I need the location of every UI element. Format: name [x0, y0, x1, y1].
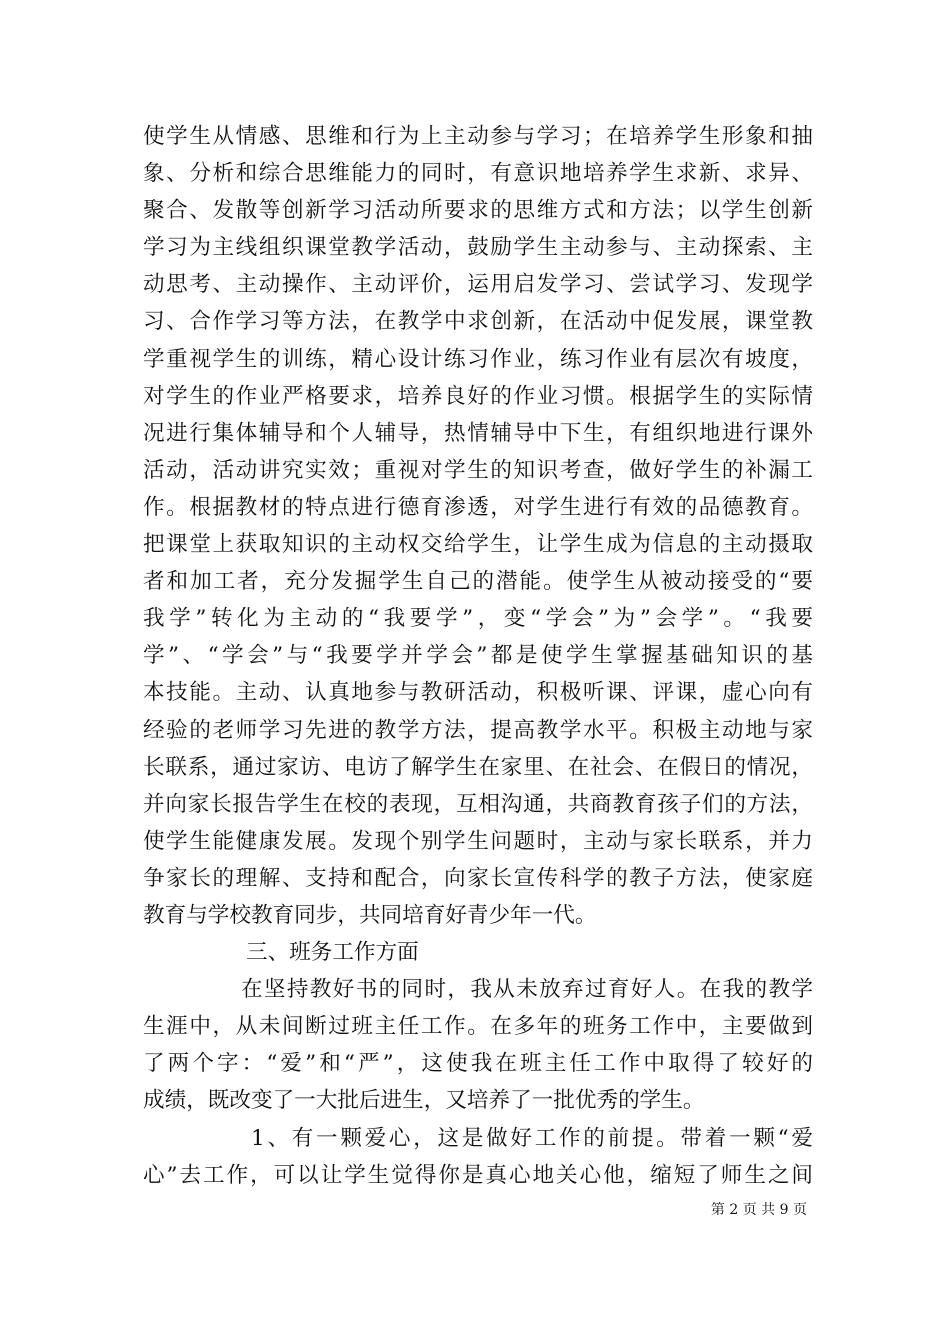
text-line: 长联系，通过家访、电访了解学生在家里、在社会、在假日的情况，: [143, 754, 813, 780]
text-line: 况进行集体辅导和个人辅导，热情辅导中下生，有组织地进行课外: [143, 420, 813, 446]
text-line: 把课堂上获取知识的主动权交给学生，让学生成为信息的主动摄取: [143, 532, 813, 558]
text-line: 教育与学校教育同步，共同培育好青少年一代。: [143, 902, 597, 928]
text-line: 成绩，既改变了一大批后进生，又培养了一批优秀的学生。: [143, 1088, 705, 1114]
text-line: 生涯中，从未间断过班主任工作。在多年的班务工作中，主要做到: [143, 1014, 813, 1040]
text-line: 作。根据教材的特点进行德育渗透，对学生进行有效的品德教育。: [143, 494, 813, 520]
document-body: [143, 118, 813, 1194]
text-line: 本技能。主动、认真地参与教研活动，积极听课、评课，虚心向有: [143, 680, 813, 706]
text-line: 象、分析和综合思维能力的同时，有意识地培养学生求新、求异、: [143, 161, 813, 187]
text-line: 心”去工作，可以让学生觉得你是真心地关心他，缩短了师生之间: [143, 1162, 813, 1188]
text-line: 习、合作学习等方法，在教学中求创新，在活动中促发展，课堂教: [143, 309, 813, 335]
text-line: 在坚持教好书的同时，我从未放弃过育好人。在我的教学: [241, 977, 813, 1003]
text-line: 了两个字：“爱”和“严”，这使我在班主任工作中取得了较好的: [143, 1051, 813, 1077]
list-item-line: 1、有一颗爱心，这是做好工作的前提。带着一颗“爱: [251, 1125, 813, 1151]
text-line: 经验的老师学习先进的教学方法，提高教学水平。积极主动地与家: [143, 717, 813, 743]
section-heading: 三、班务工作方面: [246, 940, 419, 966]
text-line: 聚合、发散等创新学习活动所要求的思维方式和方法；以学生创新: [143, 198, 813, 224]
text-line: 争家长的理解、支持和配合，向家长宣传科学的教子方法，使家庭: [143, 865, 813, 891]
text-line: 学”、“学会”与“我要学并学会”都是使学生掌握基础知识的基: [143, 643, 813, 669]
text-line: 学重视学生的训练，精心设计练习作业，练习作业有层次有坡度，: [143, 346, 813, 372]
text-line: 并向家长报告学生在校的表现，互相沟通，共商教育孩子们的方法，: [143, 791, 813, 817]
text-line: 动思考、主动操作、主动评价，运用启发学习、尝试学习、发现学: [143, 272, 813, 298]
text-line: 使学生从情感、思维和行为上主动参与学习；在培养学生形象和抽: [143, 124, 813, 149]
text-line: 使学生能健康发展。发现个别学生问题时，主动与家长联系，并力: [143, 828, 813, 854]
text-line: 学习为主线组织课堂教学活动，鼓励学生主动参与、主动探索、主: [143, 235, 813, 261]
text-line: 我学”转化为主动的“我要学”，变“学会”为”会学”。“我要: [143, 606, 813, 632]
page-number: 第 2 页 共 9 页: [710, 1202, 807, 1218]
text-line: 对学生的作业严格要求，培养良好的作业习惯。根据学生的实际情: [143, 383, 813, 409]
text-line: 活动，活动讲究实效；重视对学生的知识考查，做好学生的补漏工: [143, 457, 813, 483]
text-line: 者和加工者，充分发掘学生自己的潜能。使学生从被动接受的“要: [143, 569, 813, 595]
